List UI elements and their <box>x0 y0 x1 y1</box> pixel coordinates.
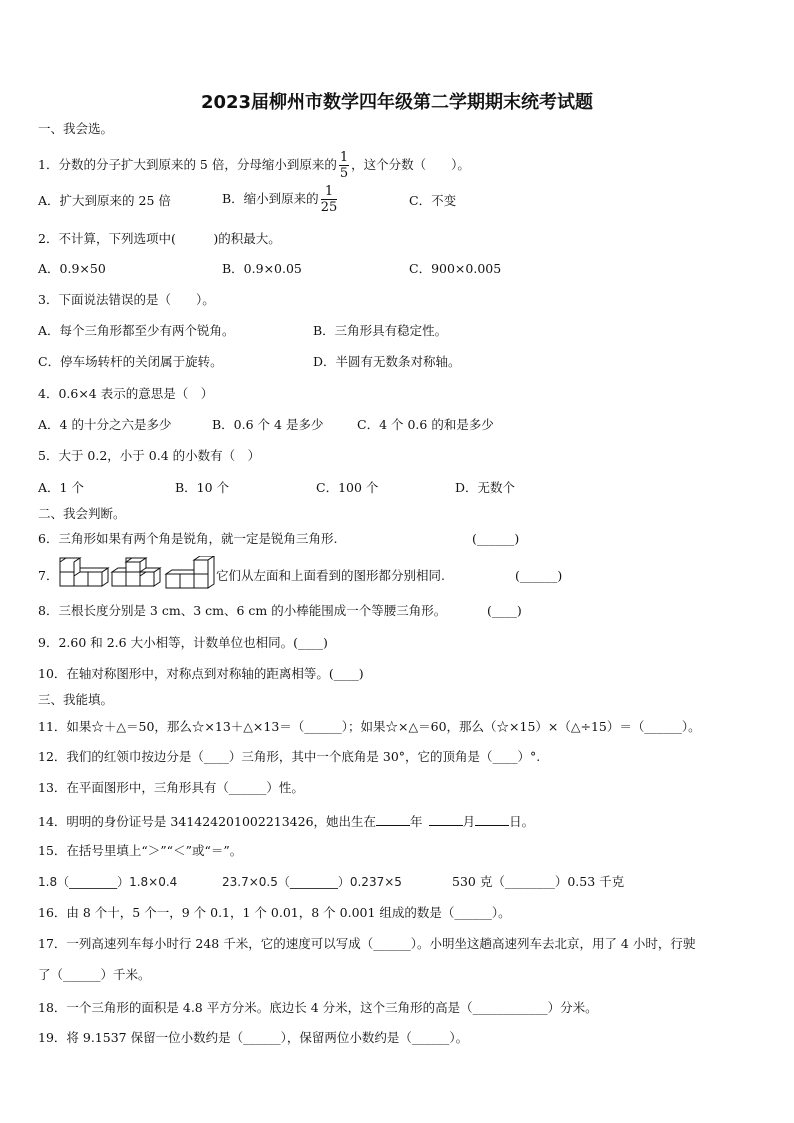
question-6: 6．三角形如果有两个角是锐角，就一定是锐角三角形. <box>38 531 338 546</box>
section-1-heading: 一、我会选。 <box>38 121 114 136</box>
question-2: 2．不计算，下列选项中( )的积最大。 <box>38 231 281 246</box>
q5-option-d: D．无数个 <box>455 480 516 495</box>
question-4: 4．0.6×4 表示的意思是（ ） <box>38 386 214 401</box>
q6-answer-paren: (______) <box>472 531 520 546</box>
q1-fraction-numerator: 1 <box>339 150 349 165</box>
q1-option-c: C．不变 <box>409 193 457 208</box>
q1-option-a: A．扩大到原来的 25 倍 <box>38 193 171 208</box>
question-17-line-2: 了（______）千米。 <box>38 967 151 982</box>
q1-option-b-text: B．缩小到原来的 <box>222 191 319 206</box>
q5-option-c: C．100 个 <box>316 480 379 495</box>
question-16: 16．由 8 个十，5 个一，9 个 0.1，1 个 0.01，8 个 0.001 组成的数是（______）。 <box>38 905 511 920</box>
q15-compare-1: 1.8（________）1.8×0.4 <box>38 875 178 889</box>
q7-answer-paren: (______) <box>515 568 563 583</box>
q3-option-a: A．每个三角形都至少有两个锐角。 <box>38 323 235 338</box>
question-13: 13．在平面图形中，三角形具有（______）性。 <box>38 780 304 795</box>
q7-number: 7． <box>38 568 59 583</box>
q1-b-denominator: 25 <box>320 200 338 215</box>
question-14 <box>38 812 534 830</box>
q14-day-blank[interactable] <box>475 812 509 826</box>
cube-figure-2 <box>112 558 160 586</box>
q4-option-b: B．0.6 个 4 是多少 <box>212 417 324 432</box>
question-8: 8．三根长度分别是 3 cm、3 cm、6 cm 的小棒能围成一个等腰三角形。 <box>38 603 447 618</box>
question-18: 18．一个三角形的面积是 4.8 平方分米。底边长 4 分米，这个三角形的高是（____________）分米。 <box>38 1000 598 1015</box>
q1-text-pre: 1．分数的分子扩大到原来的 5 倍，分母缩小到原来的 <box>38 157 337 172</box>
q7-text: 它们从左面和上面看到的图形都分别相同. <box>216 568 445 583</box>
question-17-line-1: 17．一列高速列车每小时行 248 千米，它的速度可以写成（______）。小明坐这趟高速列车去北京，用了 4 小时，行驶 <box>38 936 696 951</box>
q1-option-b-fraction <box>321 184 338 215</box>
q1-option-b <box>222 184 339 215</box>
q2-option-c: C．900×0.005 <box>409 261 502 276</box>
q7-cube-figures <box>58 556 216 594</box>
q2-option-a: A．0.9×50 <box>38 261 106 276</box>
q14-year-blank[interactable] <box>376 812 410 826</box>
question-5: 5．大于 0.2，小于 0.4 的小数有（ ） <box>38 448 261 463</box>
section-3-heading: 三、我能填。 <box>38 692 114 707</box>
q1-b-numerator: 1 <box>321 184 338 200</box>
question-12: 12．我们的红领巾按边分是（____）三角形，其中一个底角是 30°，它的顶角是（____）°. <box>38 749 541 764</box>
q15-compare-2: 23.7×0.5（________）0.237×5 <box>222 875 402 889</box>
q3-option-c: C．停车场转杆的关闭属于旋转。 <box>38 354 223 369</box>
question-9: 9．2.60 和 2.6 大小相等，计数单位也相同。(____) <box>38 635 328 650</box>
q5-option-b: B．10 个 <box>175 480 230 495</box>
q14-month-blank[interactable] <box>429 812 463 826</box>
section-2-heading: 二、我会判断。 <box>38 506 126 521</box>
question-11: 11．如果☆＋△＝50，那么☆×13＋△×13＝（______）；如果☆×△＝60，那么（☆×15）×（△÷15）＝（______）。 <box>38 719 701 734</box>
q2-option-b: B．0.9×0.05 <box>222 261 302 276</box>
q4-option-c: C．4 个 0.6 的和是多少 <box>357 417 494 432</box>
cube-figure-3 <box>166 556 214 588</box>
cube-figure-1 <box>60 558 108 586</box>
q1-fraction <box>339 150 349 181</box>
q14-month-label: 月 <box>462 814 476 829</box>
q14-day-label: 日。 <box>509 814 535 829</box>
question-10: 10．在轴对称图形中，对称点到对称轴的距离相等。(____) <box>38 666 364 681</box>
q5-option-a: A．1 个 <box>38 480 84 495</box>
question-15: 15．在括号里填上“＞”“＜”或“＝”。 <box>38 843 243 858</box>
question-3: 3．下面说法错误的是（ ）。 <box>38 292 215 307</box>
q14-year-label: 年 <box>410 814 423 829</box>
question-1 <box>38 150 470 181</box>
q8-answer-paren: (____) <box>487 603 522 618</box>
q1-fraction-denominator: 5 <box>339 166 349 181</box>
q4-option-a: A．4 的十分之六是多少 <box>38 417 172 432</box>
q3-option-b: B．三角形具有稳定性。 <box>313 323 448 338</box>
q1-text-post: ，这个分数（ ）。 <box>351 157 470 172</box>
page-title: 2023届柳州市数学四年级第二学期期末统考试题 <box>200 92 594 113</box>
q14-text: 14．明明的身份证号是 341424201002213426，她出生在 <box>38 814 377 829</box>
q15-compare-3: 530 克（________）0.53 千克 <box>452 874 625 889</box>
q3-option-d: D．半圆有无数条对称轴。 <box>313 354 461 369</box>
question-7 <box>38 568 58 584</box>
question-19: 19．将 9.1537 保留一位小数约是（______），保留两位小数约是（______）。 <box>38 1030 469 1045</box>
